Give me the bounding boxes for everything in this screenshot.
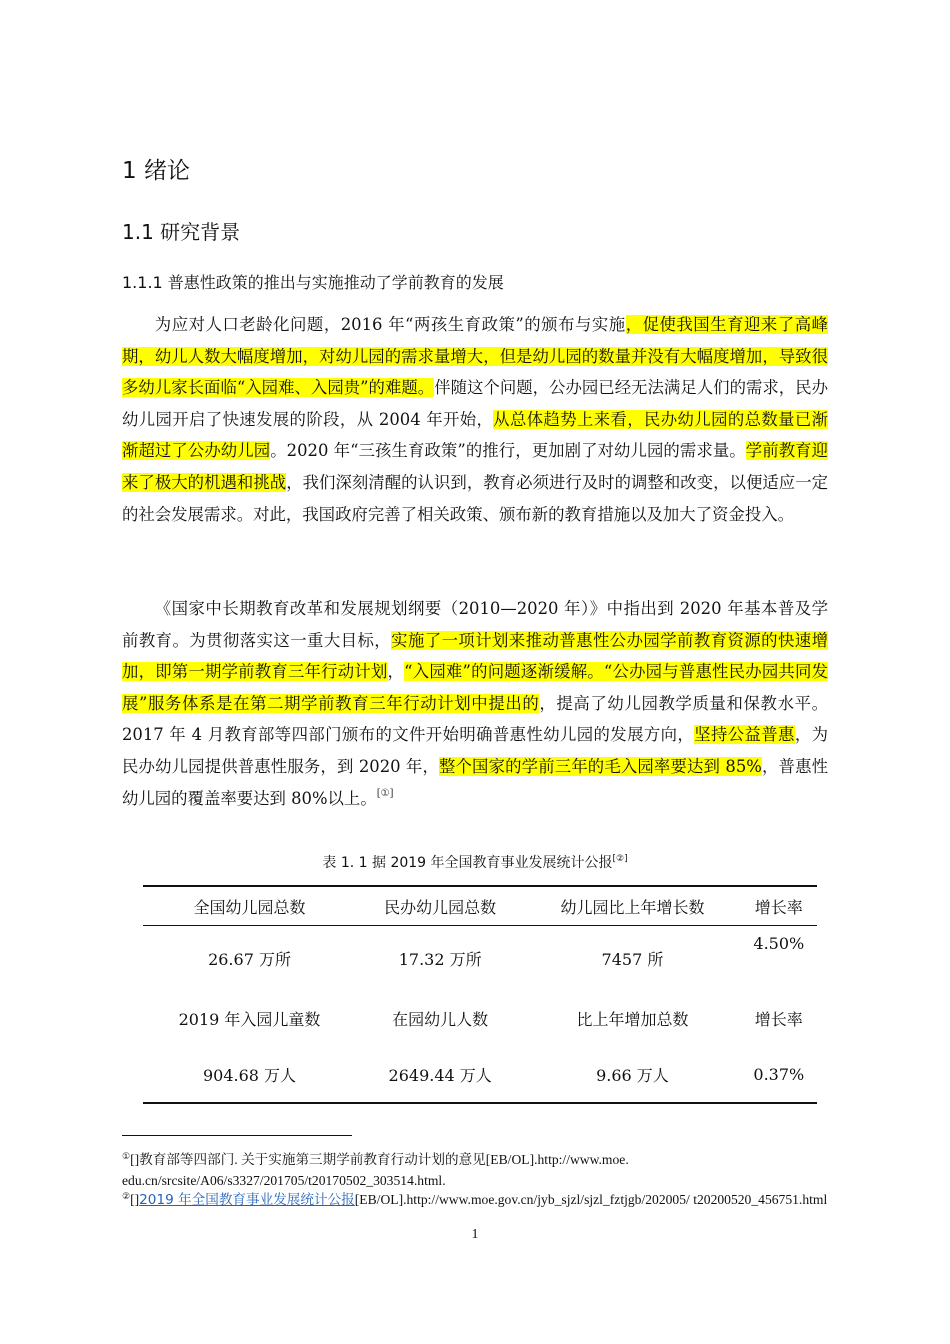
text-run: ， xyxy=(387,662,405,682)
chapter-heading: 1 绪论 xyxy=(122,158,190,184)
citation-ref[interactable]: [①] xyxy=(376,787,394,799)
table-cell: 2649.44 万人 xyxy=(356,1046,524,1103)
caption-text: 表 1. 1 据 2019 年全国教育事业发展统计公报 xyxy=(322,855,613,871)
text-run: 《国家中长期教育改革和发展规划纲要（2010—2020 年）》中指出到 2020 年基本普及学前教育。为贯彻落实这一重大目标， xyxy=(122,599,828,650)
table-cell: 4.50% xyxy=(753,934,805,953)
table-cell: 2019 年入园儿童数 xyxy=(178,1009,321,1029)
statistics-table xyxy=(143,885,817,1104)
table-cell: 904.68 万人 xyxy=(143,1046,356,1103)
footnote-text: []教育部等四部门. 关于实施第三期学前教育行动计划的意见[EB/OL].http://www.moe. edu.cn/srcsite/A06/s3327/201705/t20170502_303514.html. xyxy=(122,1152,629,1188)
table-cell: 26.67 万所 xyxy=(208,949,291,969)
footnote-text: [EB/OL].http://www.moe.gov.cn/jyb_sjzl/sjzl_fztjgb/202005/ t20200520_456751.html xyxy=(354,1192,828,1207)
text-run: 为应对人口老龄化问题，2016 年“两孩生育政策”的颁布与实施 xyxy=(154,315,626,334)
table-cell: 17.32 万所 xyxy=(398,949,482,969)
table-cell: 增长率 xyxy=(754,1009,803,1029)
table-cell: 9.66 万人 xyxy=(524,1046,740,1103)
footnote-marker: ① xyxy=(122,1151,131,1161)
footnote-1 xyxy=(122,1146,832,1191)
body-paragraph-1 xyxy=(122,309,828,530)
highlighted-text: 整个国家的学前三年的毛入园率要达到 85% xyxy=(438,756,762,776)
table-cell: 比上年增加总数 xyxy=(576,1009,689,1029)
body-paragraph-2 xyxy=(122,593,828,814)
table-cell: 0.37% xyxy=(741,1046,817,1103)
table-row xyxy=(143,1046,817,1103)
highlighted-text: ，促使我国生育迎来了高峰期，幼儿人数大幅度增加，对幼儿园的需求量增大，但是幼儿园的数量并没有大幅度增加，导致很多幼儿家长面临“入园难、入园贵”的难题。 xyxy=(122,315,829,398)
footnote-marker: ② xyxy=(122,1191,131,1201)
footnote-2 xyxy=(122,1186,832,1211)
footnote-link[interactable]: 2019 年全国教育事业发展统计公报 xyxy=(139,1192,355,1208)
highlighted-text: 坚持公益普惠 xyxy=(694,725,795,745)
column-header: 全国幼儿园总数 xyxy=(143,886,356,926)
table-row xyxy=(143,990,817,1046)
footnote-text: [] xyxy=(130,1192,140,1207)
text-run: ，我们深刻清醒的认识到，教育必须进行及时的调整和改变，以便适应一定的社会发展需求。对此，我国政府完善了相关政策、颁布新的教育措施以及加大了资金投入。 xyxy=(122,472,829,524)
highlighted-text: 实施了一项计划来推动普惠性公办园学前教育资源的快速增加，即第一期学前教育三年行动计划 xyxy=(122,630,829,682)
page-number: 1 xyxy=(471,1227,479,1242)
text-run: ，为民办幼儿园提供普惠性服务，到 2020 年， xyxy=(122,725,829,776)
column-header: 增长率 xyxy=(741,886,817,926)
text-run: 。2020 年“三孩生育政策”的推行，更加剧了对幼儿园的需求量。 xyxy=(270,441,746,461)
highlighted-text: “入园难”的问题逐渐缓解。“公办园与普惠性民办园共同发展”服务体系是在第二期学前教育三年行动计划中提出的 xyxy=(122,662,829,713)
table-header-row xyxy=(143,886,817,926)
section-heading: 1.1 研究背景 xyxy=(122,220,241,244)
column-header: 幼儿园比上年增长数 xyxy=(524,886,740,926)
highlighted-text: 从总体趋势上来看，民办幼儿园的总数量已渐渐超过了公办幼儿园 xyxy=(122,409,828,461)
highlighted-text: 学前教育迎来了极大的机遇和挑战 xyxy=(122,441,829,492)
table-row xyxy=(143,926,817,991)
column-header: 民办幼儿园总数 xyxy=(356,886,524,926)
footnote-separator xyxy=(122,1135,352,1136)
text-run: 伴随这个问题，公办园已经无法满足人们的需求，民办幼儿园开启了快速发展的阶段，从 2004 年开始， xyxy=(122,378,829,429)
citation-ref[interactable]: [②] xyxy=(612,854,628,864)
text-run: ，提高了幼儿园教学质量和保教水平。2017 年 4 月教育部等四部门颁布的文件开始明确普惠性幼儿园的发展方向， xyxy=(122,693,828,745)
text-run: ，普惠性幼儿园的覆盖率要达到 80%以上。 xyxy=(122,756,828,808)
table-cell: 7457 所 xyxy=(601,949,664,969)
table-cell: 在园幼儿人数 xyxy=(392,1009,489,1029)
subsection-heading: 1.1.1 普惠性政策的推出与实施推动了学前教育的发展 xyxy=(122,273,504,292)
table-caption xyxy=(0,852,950,872)
